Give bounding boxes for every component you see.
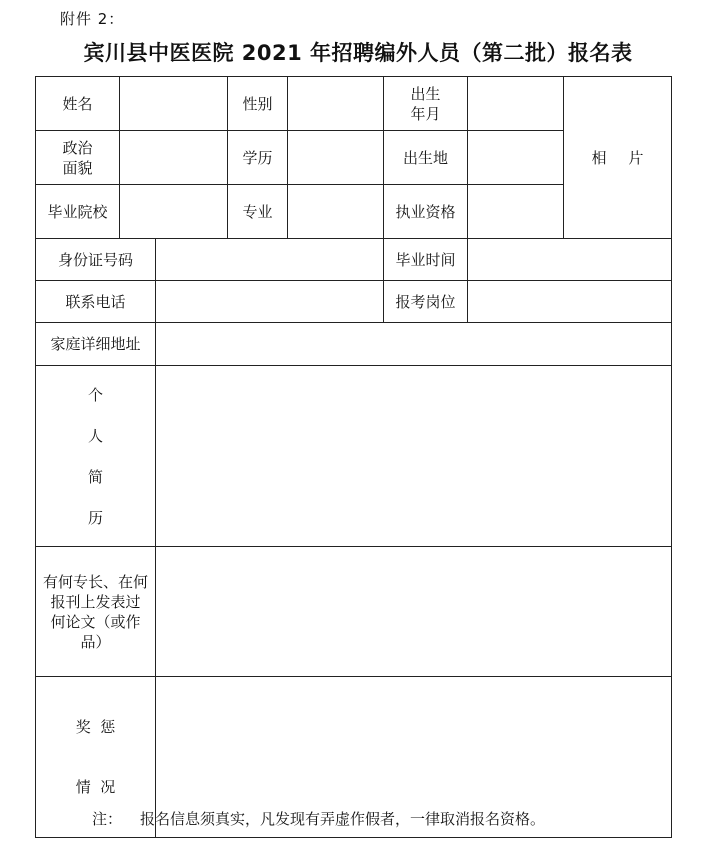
photo-label-char-2: 片 <box>628 148 644 167</box>
education-label: 学历 <box>228 131 288 185</box>
id-number-label: 身份证号码 <box>36 239 156 281</box>
id-number-field[interactable] <box>156 239 384 281</box>
photo-label-char-1: 相 <box>591 148 607 167</box>
school-label: 毕业院校 <box>36 185 120 239</box>
address-field[interactable] <box>156 323 672 366</box>
note-text: 报名信息须真实，凡发现有弄虚作假者，一律取消报名资格。 <box>140 810 546 828</box>
birth-date-label-line2: 年月 <box>410 104 441 123</box>
position-field[interactable] <box>468 281 672 323</box>
address-label: 家庭详细地址 <box>36 323 156 366</box>
qualification-label: 执业资格 <box>384 185 468 239</box>
birth-date-label <box>384 77 468 131</box>
skills-field[interactable] <box>156 547 672 677</box>
phone-field[interactable] <box>156 281 384 323</box>
school-field[interactable] <box>120 185 228 239</box>
graduation-time-label: 毕业时间 <box>384 239 468 281</box>
resume-label-char-3: 简 <box>87 467 103 486</box>
qualification-field[interactable] <box>468 185 564 239</box>
footer-note <box>92 808 545 830</box>
photo-cell[interactable] <box>564 77 672 239</box>
phone-label: 联系电话 <box>36 281 156 323</box>
note-prefix: 注： <box>92 810 123 828</box>
resume-label-char-2: 人 <box>87 426 103 445</box>
name-field[interactable] <box>120 77 228 131</box>
awards-label-line-2: 情 况 <box>75 778 116 796</box>
birthplace-field[interactable] <box>468 131 564 185</box>
skills-label-line-1: 有何专长、在何 <box>42 572 148 591</box>
resume-field[interactable] <box>156 366 672 547</box>
name-label: 姓名 <box>36 77 120 131</box>
graduation-time-field[interactable] <box>468 239 672 281</box>
political-status-label-line1: 政治 <box>62 138 93 157</box>
position-label: 报考岗位 <box>384 281 468 323</box>
gender-label: 性别 <box>228 77 288 131</box>
skills-label <box>36 547 156 677</box>
awards-label-line-1: 奖 惩 <box>75 718 116 736</box>
skills-label-line-4: 品） <box>80 632 111 651</box>
registration-form-table <box>35 76 672 838</box>
political-status-label-line2: 面貌 <box>62 158 93 177</box>
birth-date-label-line1: 出生 <box>410 84 441 103</box>
major-field[interactable] <box>288 185 384 239</box>
birth-date-field[interactable] <box>468 77 564 131</box>
page-title: 宾川县中医医院 2021 年招聘编外人员（第二批）报名表 <box>83 41 633 65</box>
skills-label-line-3: 何论文（或作 <box>50 612 141 631</box>
gender-field[interactable] <box>288 77 384 131</box>
resume-label <box>36 366 156 547</box>
photo-label <box>564 148 671 168</box>
political-status-label <box>36 131 120 185</box>
political-status-field[interactable] <box>120 131 228 185</box>
skills-label-line-2: 报刊上发表过 <box>50 592 141 611</box>
attachment-label: 附件 2： <box>60 10 125 28</box>
education-field[interactable] <box>288 131 384 185</box>
resume-label-char-4: 历 <box>87 508 103 527</box>
major-label: 专业 <box>228 185 288 239</box>
resume-label-char-1: 个 <box>87 385 103 404</box>
birthplace-label: 出生地 <box>384 131 468 185</box>
